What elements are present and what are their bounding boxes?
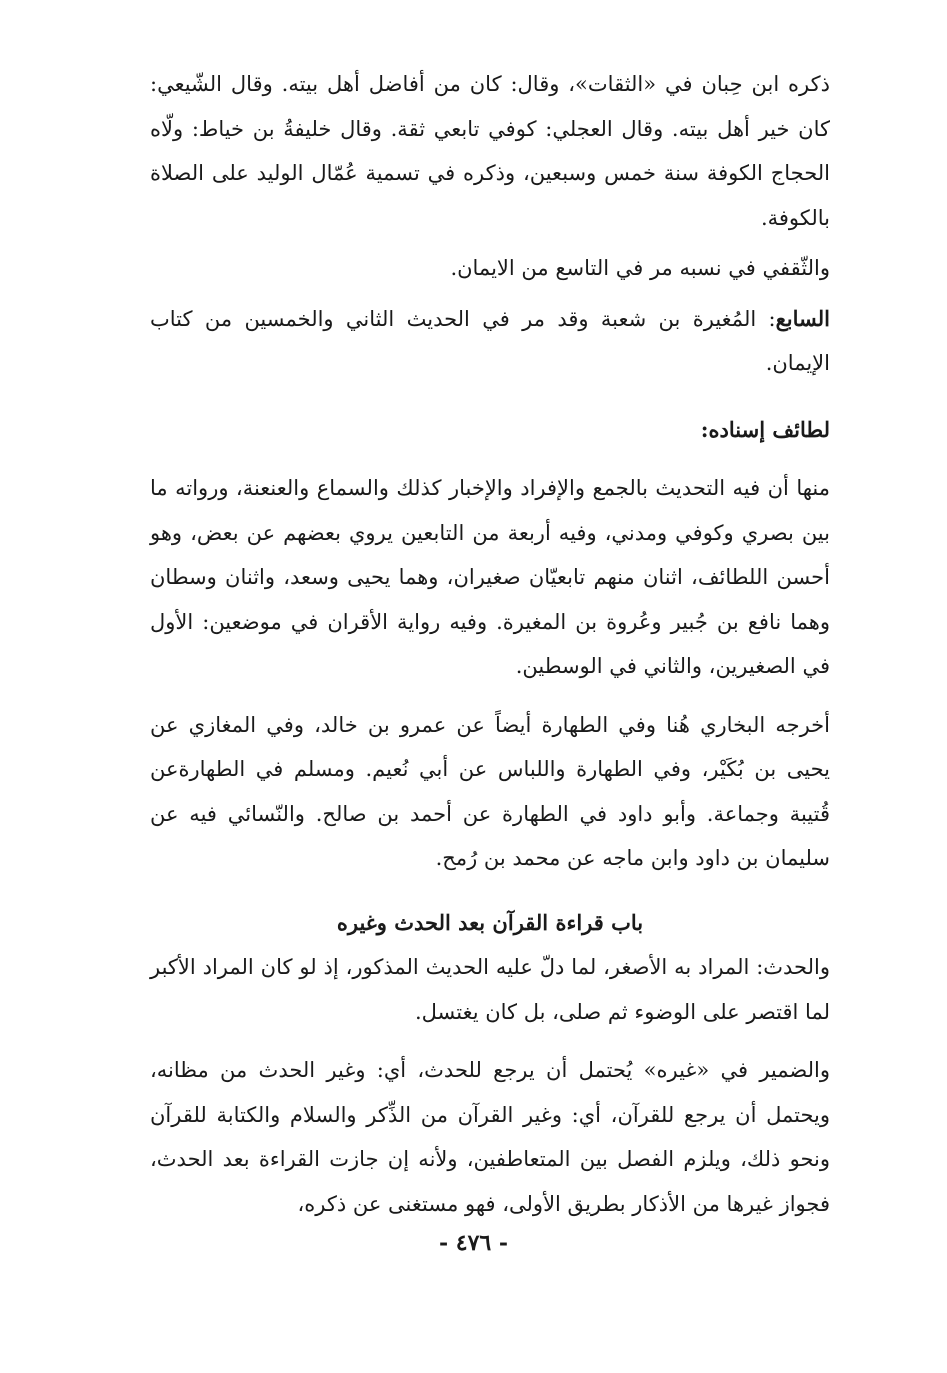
paragraph-seventh-narrator bbox=[150, 297, 830, 386]
seventh-text: : المُغيرة بن شعبة وقد مر في الحديث الثاني والخمسين من كتاب الإيمان. bbox=[150, 306, 830, 375]
paragraph-takhrij: أخرجه البخاري هُنا وفي الطهارة أيضاً عن عمرو بن خالد، وفي المغازي عن يحيى بن بُكَيْر، وفي الطهارة واللباس عن أبي نُعيم. ومسلم في الطهارةعن قُتيبة وجماعة. وأبو داود في الطهارة عن أحمد بن صالح. والنّسائي فيه عن سليمان بن داود وابن ماجه عن محمد بن رُمح. bbox=[150, 712, 830, 870]
paragraph-thaqafi: والثّقفي في نسبه مر في التاسع من الايمان. bbox=[450, 256, 830, 280]
section-heading-isnad: لطائف إسناده: bbox=[700, 416, 830, 442]
paragraph-isnad-details: منها أن فيه التحديث بالجمع والإفراد والإخبار كذلك والسماع والعنعنة، ورواته ما بين بصري وكوفي ومدني، وفيه أربعة من التابعين يروي بعضهم عن بعض، وهو أحسن اللطائف، اثنان منهم تابعيّان صغيران، وهما يحيى وسعد، واثنان وسطان وهما نافع بن جُبير وعُروة بن المغيرة. وفيه رواية الأقران في موضعين: الأول في الصغيرين، والثاني في الوسطين. bbox=[150, 476, 830, 678]
paragraph-pronoun: والضمير في «غيره» يُحتمل أن يرجع للحدث، أي: وغير الحدث من مظانه، ويحتمل أن يرجع للقرآن، أي: وغير القرآن من الذِّكر والسلام والكتابة للقرآن ونحو ذلك، ويلزم الفصل بين المتعاطفين، ولأنه إن جازت القراءة بعد الحدث، فجواز غيرها من الأذكار بطريق الأولى، فهو مستغنى عن ذكره، bbox=[150, 1058, 830, 1216]
chapter-heading: باب قراءة القرآن بعد الحدث وغيره bbox=[336, 909, 644, 935]
page-number: - ٤٧٦ - bbox=[438, 1230, 509, 1256]
paragraph-narrator-biography: ذكره ابن حِبان في «الثقات»، وقال: كان من أفاضل أهل بيته. وقال الشّيعي: كان خير أهل بيته. وقال العجلي: كوفي تابعي ثقة. وقال خليفةُ بن خياط: ولّاه الحجاج الكوفة سنة خمس وسبعين، وذكره في تسمية عُمّال الوليد على الصلاة بالكوفة. bbox=[150, 72, 830, 230]
paragraph-hadath: والحدث: المراد به الأصغر، لما دلّ عليه الحديث المذكور، إذ لو كان المراد الأكبر لما اقتصر على الوضوء ثم صلى، بل كان يغتسل. bbox=[150, 955, 830, 1024]
page-body bbox=[150, 62, 830, 1226]
seventh-label: السابع bbox=[775, 305, 830, 331]
